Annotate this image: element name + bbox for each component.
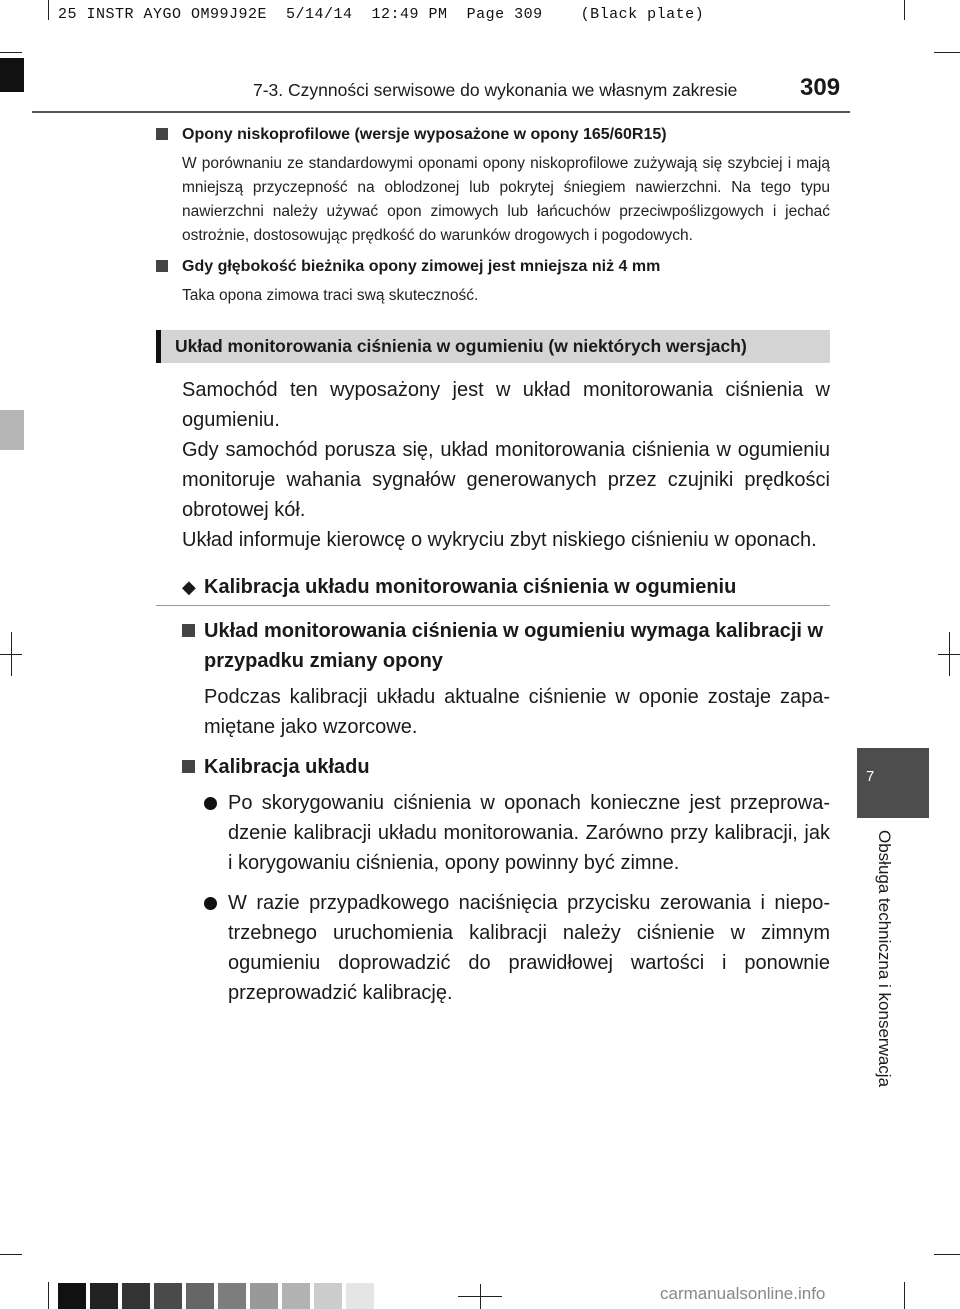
- left-thumb-tab: [0, 410, 24, 450]
- requires-calibration-text: Podczas kalibracji układu aktualne ciśnienie w oponie zostaje zapa-miętane jako wzorcowe.: [204, 686, 830, 738]
- diamond-icon: ◆: [182, 577, 196, 597]
- tpms-banner: Układ monitorowania ciśnienia w ogumieniu (w niektórych wersjach): [156, 330, 830, 363]
- low-profile-heading: [156, 124, 830, 146]
- page-number: 309: [800, 74, 841, 101]
- requires-calibration-heading: [156, 616, 830, 676]
- chapter-number: 7: [866, 768, 875, 785]
- crop-mark: [934, 1254, 960, 1255]
- crop-mark: [0, 1254, 22, 1255]
- square-bullet-icon: [182, 624, 195, 637]
- grayscale-swatch: [186, 1283, 214, 1309]
- grayscale-swatch: [218, 1283, 246, 1309]
- bullet-dot-icon: [204, 797, 217, 810]
- calibration-bullet-text: W razie przypadkowego naciśnięcia przycisku zerowania i niepo-trzebnego uruchomienia kalibracji należy ciśnienie w zimnym ogumieniu doprowadzić do prawidłowej wartości i ponownie przeprowadzić kalibrację.: [228, 892, 830, 1004]
- calibration-heading-text: Kalibracja układu monitorowania ciśnienia w ogumieniu: [204, 576, 737, 598]
- square-bullet-icon: [182, 760, 195, 773]
- running-head: 7-3. Czynności serwisowe do wykonania we własnym zakresie: [253, 80, 738, 100]
- winter-depth-heading: [156, 256, 830, 278]
- grayscale-swatch: [90, 1283, 118, 1309]
- crop-mark: [904, 1282, 905, 1309]
- crop-mark: [48, 1282, 49, 1309]
- grayscale-swatch: [282, 1283, 310, 1309]
- grayscale-swatch: [346, 1283, 374, 1309]
- calibration-bullet: [228, 888, 830, 1008]
- low-profile-text: W porównaniu ze standardowymi oponami opony niskoprofilowe zużywają się szybciej i mają mniejszą przyczepność na oblodzonej lub pokrytej śniegiem nawierzchni. Na tego typu nawierzchni należy używać opon zimowych lub łańcuchów przeciwpoślizgowych i jechać ostrożnie, dostosowując prędkość do warunków drogowych i pogodowych.: [182, 155, 830, 244]
- winter-depth-title: Gdy głębokość bieżnika opony zimowej jest mniejsza niż 4 mm: [182, 258, 661, 275]
- corner-block: [0, 58, 24, 92]
- crop-mark: [0, 52, 22, 53]
- system-calibration-heading: [156, 752, 830, 782]
- square-bullet-icon: [156, 128, 168, 140]
- crop-mark: [934, 52, 960, 53]
- crop-mark: [904, 0, 905, 20]
- watermark: carmanualsonline.info: [660, 1284, 826, 1303]
- crop-mark: [48, 0, 49, 20]
- registration-mark: [480, 1284, 481, 1309]
- calibration-bullet-text: Po skorygowaniu ciśnienia w oponach konieczne jest przeprowa-dzenie kalibracji układu monitorowania. Zarówno przy kalibracji, jak i korygowaniu ciśnienia, opony powinny być zimne.: [228, 792, 830, 874]
- bullet-dot-icon: [204, 897, 217, 910]
- grayscale-swatch: [250, 1283, 278, 1309]
- requires-calibration-title: Układ monitorowania ciśnienia w ogumieniu wymaga kalibracji w przypadku zmiany opony: [204, 620, 824, 672]
- tpms-paragraph: Gdy samochód porusza się, układ monitorowania ciśnienia w ogumieniu monitoruje wahania sygnałów generowanych przez czujniki prędkości obrotowej kół.: [182, 439, 830, 521]
- tpms-paragraph: Układ informuje kierowcę o wykryciu zbyt niskiego ciśnieniu w oponach.: [182, 529, 817, 551]
- grayscale-swatch: [122, 1283, 150, 1309]
- calibration-bullet: [228, 788, 830, 878]
- winter-depth-text: Taka opona zimowa traci swą skuteczność.: [182, 287, 479, 304]
- grayscale-swatch: [58, 1283, 86, 1309]
- system-calibration-title: Kalibracja układu: [204, 756, 370, 778]
- low-profile-title: Opony niskoprofilowe (wersje wyposażone w opony 165/60R15): [182, 126, 667, 143]
- header-rule: [32, 111, 850, 113]
- chapter-title: Obsługa techniczna i konserwacja: [875, 830, 894, 1088]
- grayscale-swatch: [154, 1283, 182, 1309]
- page-content: [156, 124, 830, 1008]
- square-bullet-icon: [156, 260, 168, 272]
- registration-mark: [949, 632, 950, 676]
- tpms-paragraph: Samochód ten wyposażony jest w układ monitorowania ciśnienia w ogumieniu.: [182, 379, 830, 431]
- registration-mark: [11, 632, 12, 676]
- calibration-heading: [156, 573, 830, 606]
- print-info: 25 INSTR AYGO OM99J92E 5/14/14 12:49 PM Page 309 (Black plate): [58, 6, 705, 23]
- grayscale-swatch: [314, 1283, 342, 1309]
